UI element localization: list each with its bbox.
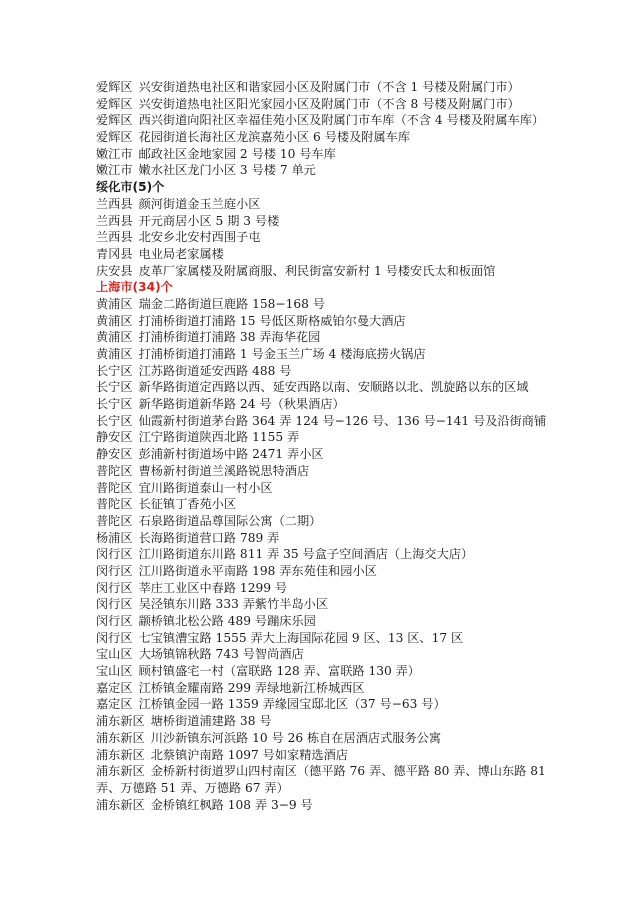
- address-text: 江宁路街道陕西北路 1155 弄: [138, 430, 300, 445]
- list-item: [96, 730, 616, 747]
- address-text: 莘庄工业区中春路 1299 号: [138, 580, 288, 595]
- list-item: [96, 797, 616, 814]
- list-item: [96, 146, 616, 163]
- list-item: [96, 646, 616, 663]
- list-item: [96, 596, 616, 613]
- address-text: 金桥新村街道罗山四村南区（德平路 76 弄、德平路 80 弄、博山东路 81 弄、万德路 51 弄、万德路 67 弄）: [96, 764, 546, 795]
- address-text: 打浦桥街道打浦路 38 弄海华花园: [138, 330, 321, 345]
- list-item: [96, 463, 616, 480]
- list-item: [96, 496, 616, 513]
- address-text: 颜河街道金玉兰庭小区: [138, 196, 261, 211]
- district-label: 庆安县: [96, 263, 133, 278]
- address-text: 江川路街道东川路 811 弄 35 号盒子空间酒店（上海交大店）: [138, 547, 474, 562]
- district-label: 杨浦区: [96, 530, 133, 545]
- address-text: 兴安街道热电社区和谐家园小区及附属门市（不含 1 号楼及附属门市）: [138, 80, 520, 94]
- list-item: [96, 713, 616, 730]
- district-label: 长宁区: [96, 363, 133, 378]
- district-label: 爱辉区: [96, 130, 133, 145]
- address-text: 长征镇丁香苑小区: [138, 497, 237, 512]
- district-label: 闵行区: [96, 580, 133, 595]
- district-label: 嘉定区: [96, 697, 133, 712]
- district-label: 黄浦区: [96, 330, 133, 345]
- district-label: 青冈县: [96, 246, 133, 261]
- list-item: [96, 313, 616, 330]
- list-item: [96, 229, 616, 246]
- district-label: 普陀区: [96, 497, 133, 512]
- list-item: [96, 630, 616, 647]
- list-item: [96, 112, 616, 129]
- district-label: 长宁区: [96, 413, 133, 428]
- district-label: 浦东新区: [96, 747, 145, 762]
- address-text: 开元商居小区 5 期 3 号楼: [138, 213, 280, 228]
- document-page: [96, 79, 616, 813]
- district-label: 普陀区: [96, 480, 133, 495]
- list-item: [96, 363, 616, 380]
- address-text: 嫩水社区龙门小区 3 号楼 7 单元: [138, 163, 316, 178]
- list-item: [96, 613, 616, 630]
- address-text: 顾村镇盛宅一村（富联路 128 弄、富联路 130 弄）: [138, 664, 420, 679]
- district-label: 闵行区: [96, 597, 133, 612]
- list-item: [96, 162, 616, 179]
- address-text: 江桥镇金耀南路 299 弄绿地新江桥城西区: [138, 680, 365, 695]
- list-item: [96, 747, 616, 764]
- address-text: 花园街道长海社区龙滨嘉苑小区 6 号楼及附属车库: [138, 130, 411, 145]
- district-label: 静安区: [96, 430, 133, 445]
- list-item: [96, 580, 616, 597]
- address-text: 西兴街道向阳社区幸福佳苑小区及附属门市车库（不含 4 号楼及附属车库）: [138, 113, 545, 128]
- district-label: 闵行区: [96, 563, 133, 578]
- address-text: 江苏路街道延安西路 488 号: [138, 363, 292, 378]
- address-text: 仙霞新村街道茅台路 364 弄 124 号−126 号、136 号−141 号及沿街商铺: [138, 413, 547, 428]
- district-label: 兰西县: [96, 230, 133, 245]
- address-text: 江桥镇金园一路 1359 弄缘园宝邸北区（37 号−63 号）: [138, 697, 446, 712]
- list-item: [96, 196, 616, 213]
- district-label: 静安区: [96, 447, 133, 462]
- address-text: 打浦桥街道打浦路 1 号金玉兰广场 4 楼海底捞火锅店: [138, 347, 426, 361]
- address-text: 电业局老家属楼: [138, 246, 224, 261]
- address-text: 彭浦新村街道场中路 2471 弄小区: [138, 447, 324, 462]
- list-item: [96, 346, 616, 363]
- list-item: [96, 513, 616, 530]
- district-label: 浦东新区: [96, 714, 145, 729]
- address-text: 曹杨新村街道兰溪路锐思特酒店: [138, 463, 310, 478]
- district-label: 浦东新区: [96, 797, 145, 812]
- list-item: [96, 680, 616, 697]
- district-label: 普陀区: [96, 513, 133, 528]
- district-label: 嘉定区: [96, 680, 133, 695]
- address-text: 邮政社区金地家园 2 号楼 10 号车库: [138, 146, 336, 161]
- district-label: 兰西县: [96, 213, 133, 228]
- address-text: 北安乡北安村西围子屯: [138, 230, 261, 245]
- address-text: 颛桥镇北松公路 489 号蹦床乐园: [138, 614, 316, 628]
- address-text: 七宝镇漕宝路 1555 弄大上海国际花园 9 区、13 区、17 区: [138, 630, 464, 645]
- district-label: 黄浦区: [96, 313, 133, 328]
- list-item: [96, 96, 616, 113]
- address-text: 石泉路街道品尊国际公寓（二期）: [138, 513, 322, 528]
- address-text: 打浦桥街道打浦路 15 号低区斯格威铂尔曼大酒店: [138, 313, 406, 328]
- list-item: [96, 530, 616, 547]
- district-label: 长宁区: [96, 397, 133, 412]
- list-item: [96, 413, 616, 430]
- list-item: [96, 379, 616, 396]
- district-label: 兰西县: [96, 196, 133, 211]
- address-text: 大场镇锦秋路 743 号智尚酒店: [138, 647, 304, 662]
- district-label: 闵行区: [96, 547, 133, 562]
- address-text: 新华路街道新华路 24 号（秋果酒店）: [138, 397, 345, 412]
- list-item: [96, 546, 616, 563]
- address-text: 金桥镇红枫路 108 弄 3−9 号: [150, 797, 313, 812]
- district-label: 长宁区: [96, 380, 133, 395]
- list-item: [96, 446, 616, 463]
- district-label: 嫩江市: [96, 146, 133, 161]
- list-item: [96, 329, 616, 346]
- list-item: [96, 429, 616, 446]
- address-text: 川沙新镇东河浜路 10 号 26 栋自在居酒店式服务公寓: [150, 730, 442, 745]
- list-item: [96, 696, 616, 713]
- district-label: 黄浦区: [96, 347, 133, 361]
- list-item: [96, 213, 616, 230]
- list-item: [96, 396, 616, 413]
- address-text: 塘桥街道浦建路 38 号: [150, 714, 272, 729]
- district-label: 宝山区: [96, 664, 133, 679]
- district-label: 普陀区: [96, 463, 133, 478]
- address-text: 北蔡镇沪南路 1097 号如家精选酒店: [150, 747, 348, 762]
- address-text: 长海路街道营口路 789 弄: [138, 530, 280, 545]
- district-label: 浦东新区: [96, 764, 145, 779]
- district-label: 爱辉区: [96, 113, 133, 128]
- district-label: 爱辉区: [96, 96, 133, 111]
- district-label: 浦东新区: [96, 730, 145, 745]
- address-text: 江川路街道永平南路 198 弄东苑佳和园小区: [138, 563, 377, 578]
- district-label: 宝山区: [96, 647, 133, 662]
- district-label: 闵行区: [96, 614, 133, 628]
- address-text: 瑞金二路街道巨鹿路 158−168 号: [138, 296, 325, 311]
- list-item: [96, 129, 616, 146]
- district-label: 爱辉区: [96, 80, 133, 94]
- district-label: 闵行区: [96, 630, 133, 645]
- address-text: 宜川路街道泰山一村小区: [138, 480, 273, 495]
- list-item: [96, 79, 616, 96]
- district-label: 黄浦区: [96, 296, 133, 311]
- list-item: [96, 263, 616, 280]
- list-item: [96, 563, 616, 580]
- section-heading: 上海市(34)个: [96, 280, 173, 295]
- list-item: [96, 663, 616, 680]
- section-heading: 绥化市(5)个: [96, 180, 165, 195]
- list-item: [96, 480, 616, 497]
- address-text: 新华路街道定西路以西、延安西路以南、安顺路以北、凯旋路以东的区域: [138, 380, 529, 395]
- list-item: [96, 246, 616, 263]
- list-item: [96, 763, 548, 796]
- list-item: [96, 296, 616, 313]
- district-label: 嫩江市: [96, 163, 133, 178]
- address-text: 皮革厂家属楼及附属商服、利民街富安新村 1 号楼安氏太和板面馆: [138, 263, 496, 278]
- address-text: 兴安街道热电社区阳光家园小区及附属门市（不含 8 号楼及附属门市）: [138, 96, 520, 111]
- address-text: 吴泾镇东川路 333 弄紫竹半岛小区: [138, 597, 329, 612]
